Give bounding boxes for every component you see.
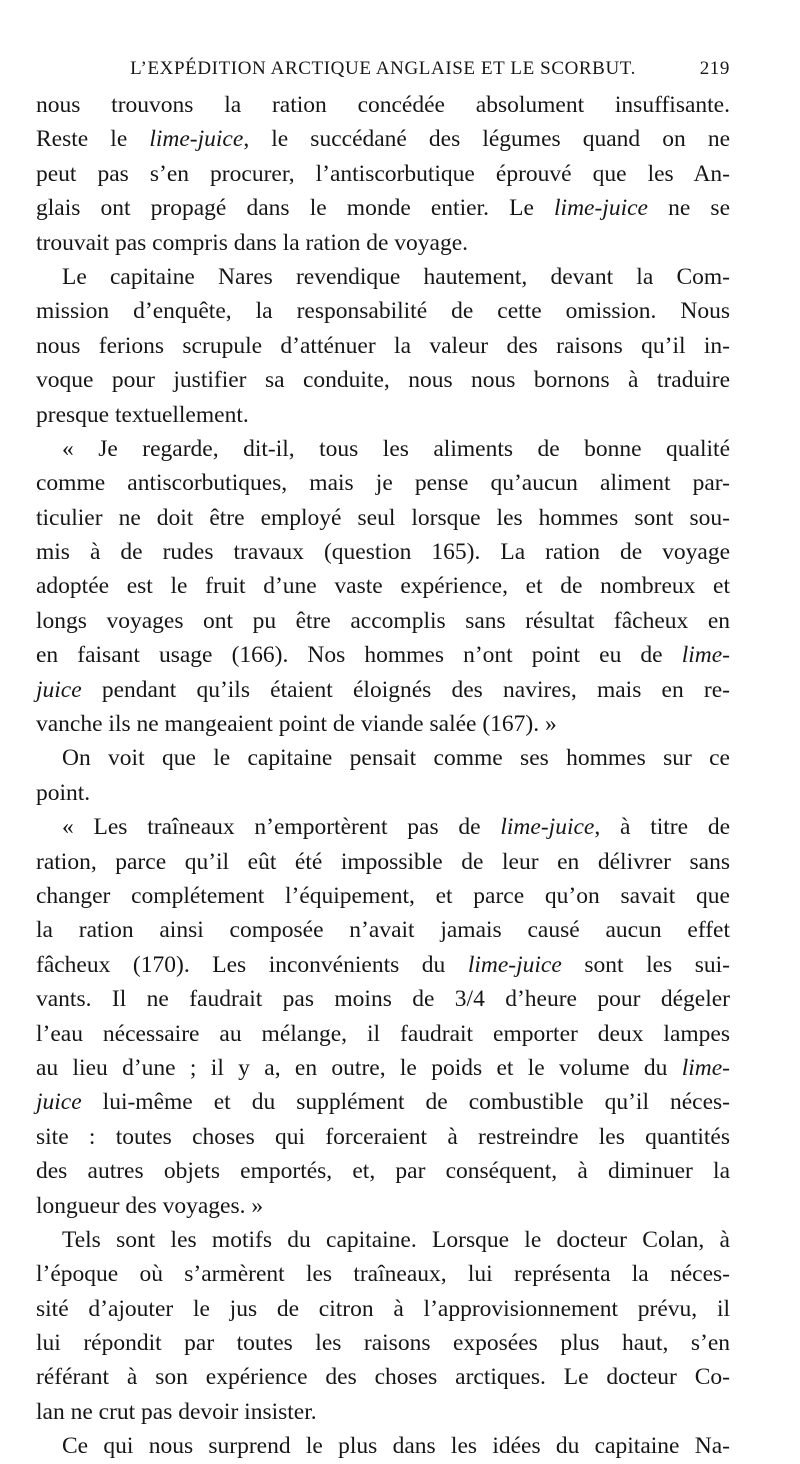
text-line: lui répondit par toutes les raisons exposées plus haut, s’en	[36, 1330, 730, 1357]
text-line: référant à son expérience des choses arctiques. Le docteur Co-	[36, 1364, 730, 1391]
text-line: fâcheux (170). Les inconvénients du lime-juice sont les sui-	[36, 951, 730, 978]
text-line: l’époque où s’armèrent les traîneaux, lui représenta la néces-	[36, 1261, 730, 1288]
text-line: lan ne crut pas devoir insister.	[36, 1398, 317, 1425]
text-line: ration, parce qu’il eût été impossible de leur en délivrer sans	[36, 848, 730, 875]
text-line: presque textuellement.	[36, 401, 249, 428]
text-line: sité d’ajouter le jus de citron à l’approvisionnement prévu, il	[36, 1295, 730, 1322]
text-line: mis à de rudes travaux (question 165). La ration de voyage	[36, 539, 730, 566]
text-line: ticulier ne doit être employé seul lorsque les hommes sont sou-	[36, 504, 730, 531]
text-line: comme antiscorbutiques, mais je pense qu’aucun aliment par-	[36, 470, 730, 497]
text-line: au lieu d’une ; il y a, en outre, le poids et le volume du lime-	[36, 1054, 730, 1081]
text-line: nous trouvons la ration concédée absolument insuffisante.	[36, 92, 730, 118]
text-line: juice pendant qu’ils étaient éloignés des navires, mais en re-	[36, 676, 730, 703]
text-line: longueur des voyages. »	[36, 1192, 264, 1219]
text-line: des autres objets emportés, et, par conséquent, à diminuer la	[36, 1158, 730, 1185]
text-line: point.	[36, 779, 91, 806]
text-line: Le capitaine Nares revendique hautement, devant la Com-	[62, 263, 730, 290]
text-line: adoptée est le fruit d’une vaste expérience, et de nombreux et	[36, 573, 730, 600]
body-text	[36, 88, 730, 1464]
text-line: changer complétement l’équipement, et parce qu’on savait que	[36, 882, 730, 909]
running-title: L’EXPÉDITION ARCTIQUE ANGLAISE ET LE SCORBUT.	[130, 58, 636, 79]
text-line: « Les traîneaux n’emportèrent pas de lime-juice, à titre de	[62, 814, 730, 841]
text-line: trouvait pas compris dans la ration de voyage.	[36, 229, 469, 256]
text-line: Tels sont les motifs du capitaine. Lorsque le docteur Colan, à	[62, 1226, 730, 1253]
text-line: mission d’enquête, la responsabilité de cette omission. Nous	[36, 298, 730, 325]
text-line: la ration ainsi composée n’avait jamais causé aucun effet	[36, 917, 730, 944]
text-line: peut pas s’en procurer, l’antiscorbutique éprouvé que les An-	[36, 160, 730, 187]
page-number: 219	[699, 58, 730, 79]
text-line: juice lui-même et du supplément de combustible qu’il néces-	[36, 1089, 730, 1116]
text-line: Reste le lime-juice, le succédané des légumes quand on ne	[36, 126, 731, 153]
text-line: l’eau nécessaire au mélange, il faudrait emporter deux lampes	[36, 1020, 730, 1047]
text-line: voque pour justifier sa conduite, nous nous bornons à traduire	[36, 367, 730, 394]
text-line: vants. Il ne faudrait pas moins de 3/4 d’heure pour dégeler	[36, 986, 730, 1013]
text-line: site : toutes choses qui forceraient à restreindre les quantités	[36, 1123, 730, 1150]
text-line: On voit que le capitaine pensait comme ses hommes sur ce	[62, 745, 730, 772]
text-line: longs voyages ont pu être accomplis sans résultat fâcheux en	[36, 607, 730, 634]
text-line: vanche ils ne mangeaient point de viande salée (167). »	[36, 711, 557, 738]
text-line: glais ont propagé dans le monde entier. Le lime-juice ne se	[36, 195, 731, 222]
text-line: nous ferions scrupule d’atténuer la valeur des raisons qu’il in-	[36, 332, 730, 359]
text-line: en faisant usage (166). Nos hommes n’ont point eu de lime-	[36, 642, 730, 669]
running-head	[36, 58, 730, 88]
text-line: « Je regarde, dit-il, tous les aliments de bonne qualité	[62, 435, 730, 462]
text-line: Ce qui nous surprend le plus dans les idées du capitaine Na-	[62, 1433, 730, 1460]
